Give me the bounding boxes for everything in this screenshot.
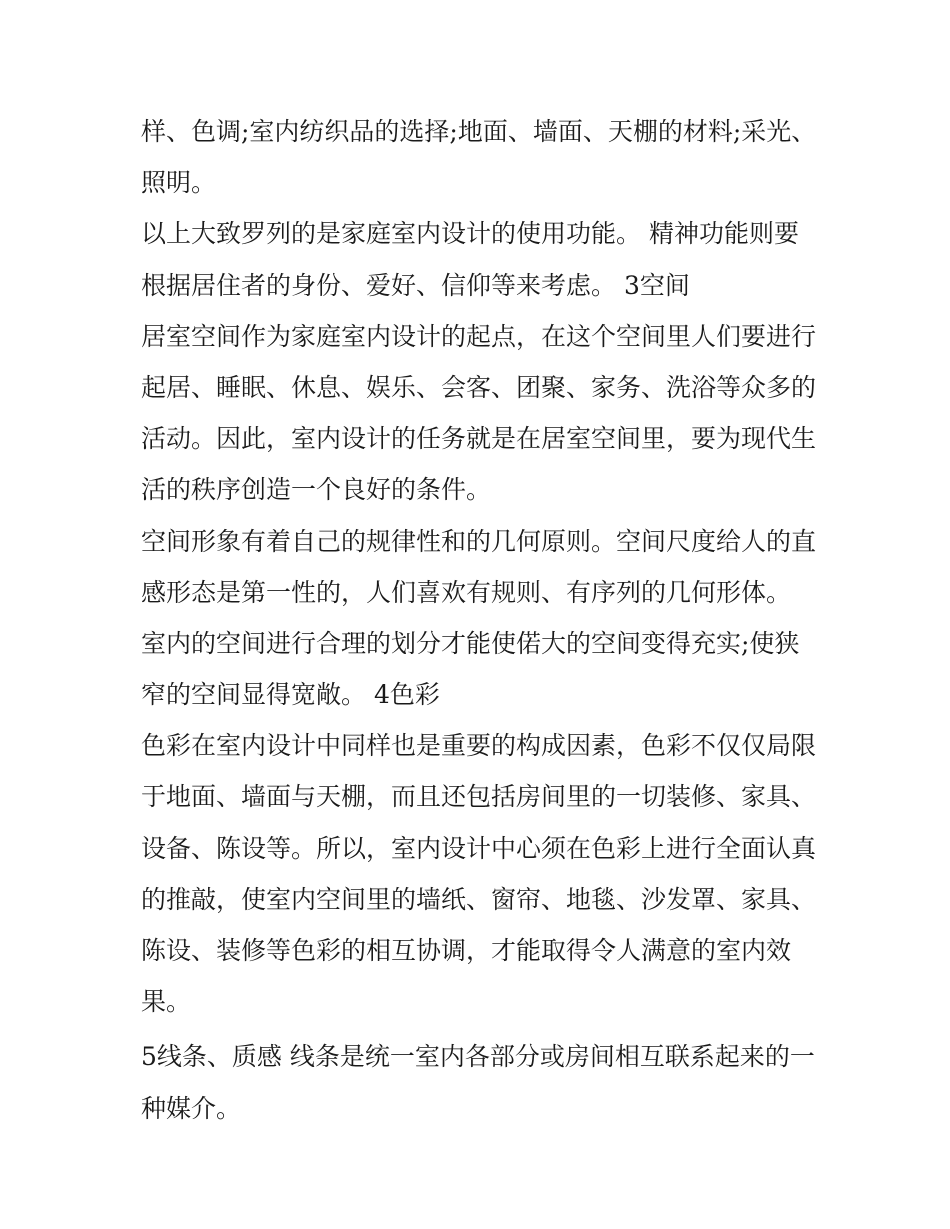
text-line: 起居、睡眠、休息、娱乐、会客、团聚、家务、洗浴等众多的 [141, 372, 817, 402]
text-line: 居室空间作为家庭室内设计的起点，在这个空间里人们要进行 [141, 321, 817, 351]
text-line: 活的秩序创造一个良好的条件。 [141, 475, 492, 505]
text-line: 照明。 [141, 168, 217, 198]
body-text [141, 106, 821, 1134]
text-line: 5线条、质感 线条是统一室内各部分或房间相互联系起来的一 [141, 1042, 815, 1072]
text-line: 果。 [141, 987, 192, 1017]
text-line: 陈设、装修等色彩的相互协调，才能取得令人满意的室内效 [141, 936, 792, 965]
text-line: 感形态是第一性的，人们喜欢有规则、有序列的几何形体。 [141, 577, 792, 607]
text-line: 室内的空间进行合理的划分才能使偌大的空间变得充实;使狭 [141, 628, 800, 658]
text-line: 色彩在室内设计中同样也是重要的构成因素，色彩不仅仅局限 [141, 731, 817, 761]
text-line: 以上大致罗列的是家庭室内设计的使用功能。 精神功能则要 [141, 219, 799, 249]
text-line: 设备、陈设等。所以，室内设计中心须在色彩上进行全面认真 [141, 833, 817, 863]
text-line: 样、色调;室内纺织品的选择;地面、墙面、天棚的材料;采光、 [141, 117, 817, 146]
text-line: 活动。因此，室内设计的任务就是在居室空间里，要为现代生 [141, 424, 817, 454]
text-line: 根据居住者的身份、爱好、信仰等来考虑。 3空间 [141, 270, 690, 300]
text-line: 窄的空间显得宽敞。 4色彩 [141, 680, 440, 710]
text-line: 种媒介。 [141, 1093, 242, 1123]
text-line: 空间形象有着自己的规律性和的几何原则。空间尺度给人的直 [141, 526, 817, 556]
text-line: 于地面、墙面与天棚，而且还包括房间里的一切装修、家具、 [141, 782, 817, 812]
text-line: 的推敲，使室内空间里的墙纸、窗帘、地毯、沙发罩、家具、 [141, 884, 817, 914]
